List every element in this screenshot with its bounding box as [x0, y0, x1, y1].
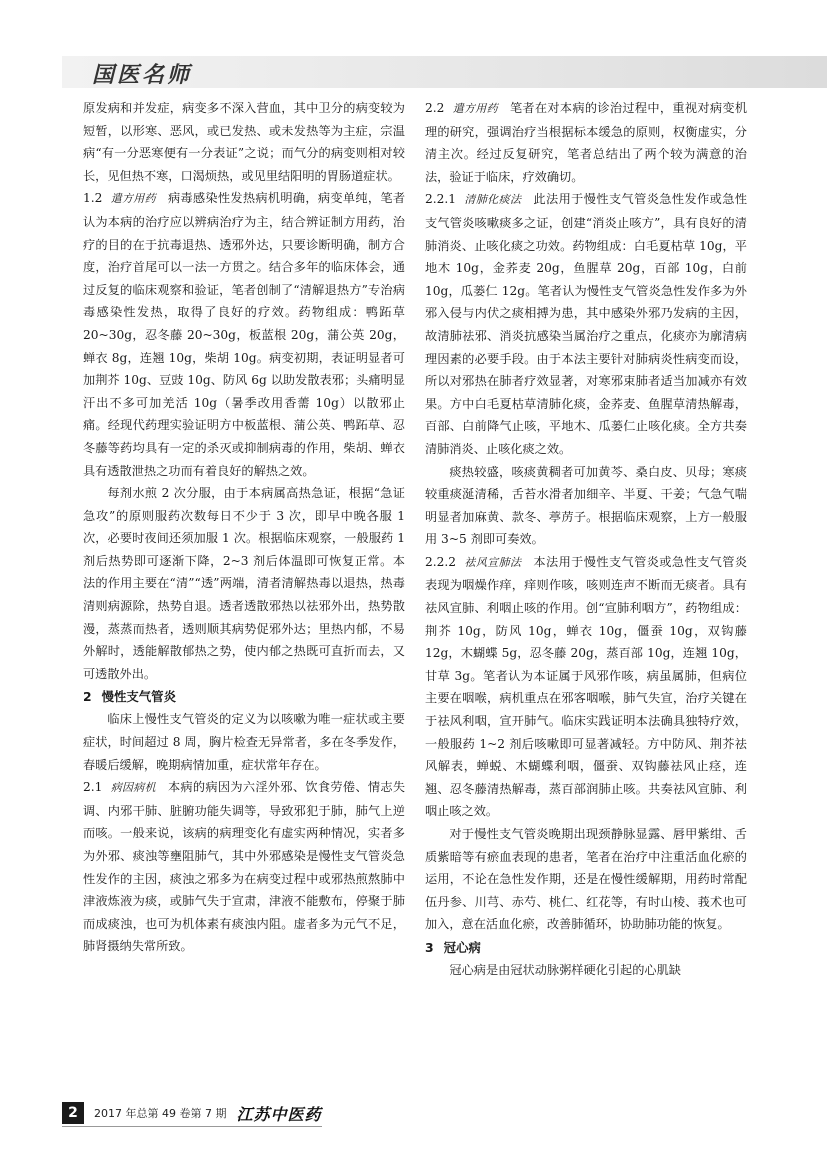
paragraph: 对于慢性支气管炎晚期出现颈静脉显露、唇甲紫绀、舌质紫暗等有瘀血表现的患者，笔者在治疗中注重活血化瘀的运用，不论在急性发作期，还是在慢性缓解期，用药时常配伍丹参、川芎、赤芍、桃仁、红花等，有时山棱、莪术也可加入，意在活血化瘀，改善肺循环，协助肺功能的恢复。 — [425, 827, 747, 932]
section-text: 本病的病因为六淫外邪、饮食劳倦、情志失调、内邪干肺、脏腑功能失调等，导致邪犯于肺，肺气上逆而咳。一般来说，该病的病理变化有虚实两种情况，实者多为外邪、痰浊等壅阻肺气，其中外邪感染是慢性支气管炎急性发作的主因，痰浊之邪多为在病变过程中或邪热煎熬肺中津液炼液为痰，或肺气失于宣肃，津液不能敷布，停聚于肺而成痰浊，也可为机体素有痰浊内阻。虚者多为元气不足，肺肾摄纳失常所致。 — [83, 780, 406, 954]
journal-name: 江苏中医药 — [236, 1104, 322, 1124]
section-2-1 — [83, 776, 405, 958]
section-subtitle: 遣方用药 — [110, 192, 156, 206]
section-number: 3 — [425, 939, 434, 955]
section-2-2 — [425, 97, 747, 188]
section-number: 2.2.1 — [425, 192, 457, 207]
section-2-2-1 — [425, 188, 747, 460]
left-column — [83, 97, 405, 958]
right-column — [425, 97, 747, 982]
section-subtitle: 祛风宣肺法 — [464, 555, 522, 569]
page-number: 2 — [62, 1102, 84, 1124]
section-heading — [425, 936, 747, 959]
section-text: 此法用于慢性支气管炎急性发作或急性支气管炎咳嗽痰多之证，创建“消炎止咳方”，具有良好的清肺消炎、止咳化痰之功效。药物组成：白毛夏枯草 10g，平地木 10g，金荞麦 20g，鱼腥草 20g，百部 10g，白前 10g，瓜蒌仁 12g。笔者认为慢性支气管炎急性发作多为外邪入侵与内伏之痰相搏为患，其中感染外邪乃发病的主因，故清肺祛邪、消炎抗感染当属治疗之重点，化痰亦为廓清病理因素的必要手段。由于本法主要针对肺病炎性病变而设，所以对邪热在肺者疗效显著，对寒邪束肺者适当加减亦有效果。方中白毛夏枯草清肺化痰，金荞麦、鱼腥草清热解毒，百部、白前降气止咳，平地木、瓜蒌仁止咳化痰。全方共奏清肺消炎、止咳化痰之效。 — [425, 192, 748, 456]
section-1-2 — [83, 187, 405, 482]
section-2-2-2 — [425, 551, 747, 823]
section-number: 2.2 — [425, 101, 445, 115]
section-number: 2.2.2 — [425, 554, 457, 569]
section-text: 本法用于慢性支气管炎或急性支气管炎表现为咽燥作痒，痒则作咳，咳则连声不断而无痰者。具有祛风宣肺、利咽止咳的作用。创“宣肺利咽方”，药物组成：荆芥 10g，防风 10g，蝉衣 10g，僵蚕 10g，双钩藤 12g，木蝴蝶 5g，忍冬藤 20g，蒸百部 10g，连翘 10g，甘草 3g。笔者认为本证属于风邪作咳，病虽属肺，但病位主要在咽喉，病机重点在邪客咽喉，肺气失宣，治疗关键在于祛风利咽，宣开肺气。临床实践证明本法确具独特疗效，一般服药 1~2 剂后咳嗽即可显著减轻。方中防风、荆芥祛风解表，蝉蜕、木蝴蝶利咽，僵蚕、双钩藤祛风止痉，连翘、忍冬藤清热解毒，蒸百部润肺止咳。共奏祛风宣肺、利咽止咳之效。 — [425, 554, 748, 819]
section-subtitle: 遣方用药 — [452, 102, 498, 115]
paragraph: 每剂水煎 2 次分服，由于本病属高热急证，根据“急证急攻”的原则服药次数每日不少于 3 次，即早中晚各服 1 次，必要时夜间还须加服 1 次。根据临床观察，一般服药 1 剂后热势即可逐渐下降，2~3 剂后体温即可恢复正常。本法的作用主要在“清”“透”两端，清者清解热毒以退热，热毒清则病源除，热势自退。透者透散邪热以祛邪外出，热势散漫，蒸蒸而热者，透则顺其病势促邪外达；里热内郁，不易外解时，透能解散郁热之势，使内郁之热既可直折而去，又可透散外出。 — [83, 486, 405, 681]
paragraph: 冠心病是由冠状动脉粥样硬化引起的心肌缺 — [449, 962, 681, 977]
section-subtitle: 清肺化痰法 — [464, 193, 522, 207]
section-heading-text: 慢性支气管炎 — [101, 689, 176, 705]
section-title: 国医名师 — [92, 63, 193, 88]
section-text: 病毒感染性发热病机明确，病变单纯，笔者认为本病的治疗应以辨病治疗为主，结合辨证制方用药，治疗的目的在于抗毒退热、透邪外达，只要诊断明确，制方合度，治疗首尾可以一法一方贯之。结合多年的临床体会，通过反复的临床观察和验证，笔者创制了“清解退热方”专治病毒感染性发热，取得了良好的疗效。药物组成：鸭跖草 20~30g，忍冬藤 20~30g，板蓝根 20g，蒲公英 20g，蝉衣 8g，连翘 10g，柴胡 10g。病变初期，表证明显者可加荆芥 10g、豆豉 10g、防风 6g 以助发散表邪；头痛明显汗出不多可加羌活 10g（暑季改用香薷 10g）以散邪止痛。经现代药理实验证明方中板蓝根、蒲公英、鸭跖草、忍冬藤等药均具有一定的杀灭或抑制病毒的作用，柴胡、蝉衣具有透散泄热之功而有着良好的解热之效。 — [83, 191, 406, 478]
paragraph: 原发病和并发症，病变多不深入营血，其中卫分的病变较为短暂，以形寒、恶风，或已发热、或未发热等为主症，宗温病“有一分恶寒便有一分表证”之说；而气分的病变则相对较长，见但热不寒，口渴烦热，或见里结阳明的胃肠道症状。 — [83, 101, 405, 183]
section-number: 1.2 — [83, 191, 103, 206]
section-heading — [83, 685, 405, 708]
section-number: 2 — [83, 689, 92, 705]
issue-info: 2017 年总第 49 卷第 7 期 — [94, 1107, 227, 1120]
footer-divider — [62, 1126, 322, 1127]
page-footer — [62, 1100, 322, 1126]
paragraph: 临床上慢性支气管炎的定义为以咳嗽为唯一症状或主要症状，时间超过 8 周，胸片检查无异常者，多在冬季发作，春暖后缓解，晚期病情加重，症状常年存在。 — [83, 712, 405, 772]
section-subtitle: 病因病机 — [110, 781, 156, 795]
section-heading-text: 冠心病 — [443, 939, 481, 955]
paragraph: 痰热较盛，咳痰黄稠者可加黄芩、桑白皮、贝母；寒痰较重痰涎清稀，舌苔水滑者加细辛、半夏、干姜；气急气喘明显者加麻黄、款冬、葶苈子。根据临床观察，上方一般服用 3~5 剂即可奏效。 — [425, 464, 747, 547]
section-number: 2.1 — [83, 780, 103, 795]
section-text: 笔者在对本病的诊治过程中，重视对病变机理的研究，强调治疗当根据标本缓急的原则，权衡虚实，分清主次。经过反复研究，笔者总结出了两个较为满意的治法，验证于临床，疗效确切。 — [425, 101, 748, 184]
